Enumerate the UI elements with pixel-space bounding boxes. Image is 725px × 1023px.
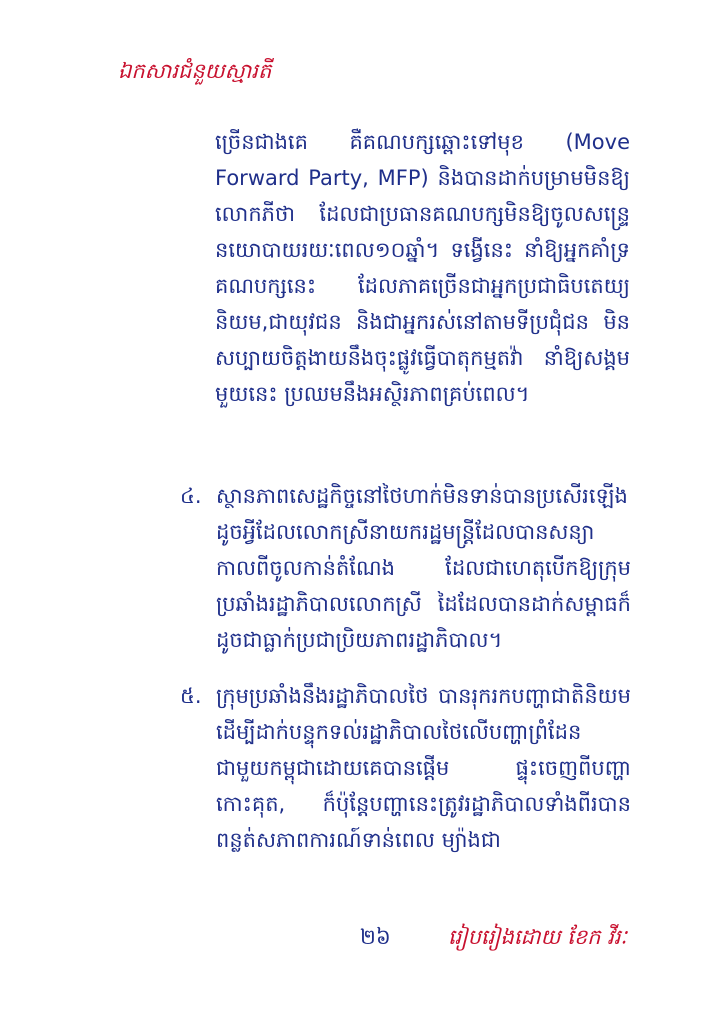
list-item-text: ស្ថានភាពសេដ្ឋកិច្ចនៅថៃហាក់មិនទាន់បានប្រសើរឡើង ដូចអ្វីដែលលោកស្រីនាយករដ្ឋមន្ត្រីដែលបានសន្យាកាលពីចូលកាន់តំណែង ដែលជាហេតុបើកឱ្យក្រុមប្រឆាំងរដ្ឋាភិបាលលោកស្រី ដៃដែលបានដាក់សម្ពាធក៏ដូចជាធ្លាក់ប្រជាប្រិយភាពរដ្ឋាភិបាល។ bbox=[216, 484, 631, 652]
page-number: ២៦ bbox=[360, 925, 391, 949]
list-item-number: ៥. bbox=[180, 684, 202, 708]
page-footer bbox=[0, 924, 725, 964]
body-paragraph: ច្រើនជាងគេ គឺគណបក្សឆ្ពោះទៅមុខ (Move Forward Party, MFP) និងបានដាក់បម្រាមមិនឱ្យលោកភីថា ដែលជាប្រធានគណបក្សមិនឱ្យចូលសន្ទ្រេនយោបាយរយៈពេល១០ឆ្នាំ។ ទង្វើនេះ នាំឱ្យអ្នកគាំទ្រគណបក្សនេះ ដែលភាគច្រើនជាអ្នកប្រជាធិបតេយ្យនិយម,ជាយុវជន និងជាអ្នករស់នៅតាមទីប្រជុំជន មិនសប្បាយចិត្តងាយនឹងចុះផ្លូវធ្វើបាតុកម្មតវ៉ា នាំឱ្យសង្គមមួយនេះ ប្រឈមនឹងអស្ថិរភាពគ្រប់ពេល។ bbox=[215, 130, 630, 406]
list-item-text: ក្រុមប្រឆាំងនឹងរដ្ឋាភិបាលថៃ បានរុករកបញ្ហាជាតិនិយម ដើម្បីដាក់បន្ទុកទល់រដ្ឋាភិបាលថៃលើបញ្ហាព្រំដែនជាមួយកម្ពុជាដោយគេបានផ្តើម ផ្ទុះចេញពីបញ្ហា កោះគុត, ក៏ប៉ុន្តែបញ្ហានេះត្រូវរដ្ឋាភិបាលទាំងពីរបានពន្លត់សភាពការណ៍ទាន់ពេល ម្យ៉ាងជា bbox=[216, 684, 631, 852]
list-item-number: ៤. bbox=[180, 484, 202, 508]
author-credit: រៀបរៀងដោយ ខែក វីរៈ bbox=[448, 925, 627, 949]
header-title: ឯកសារជំនួយស្មារតី bbox=[118, 59, 272, 83]
